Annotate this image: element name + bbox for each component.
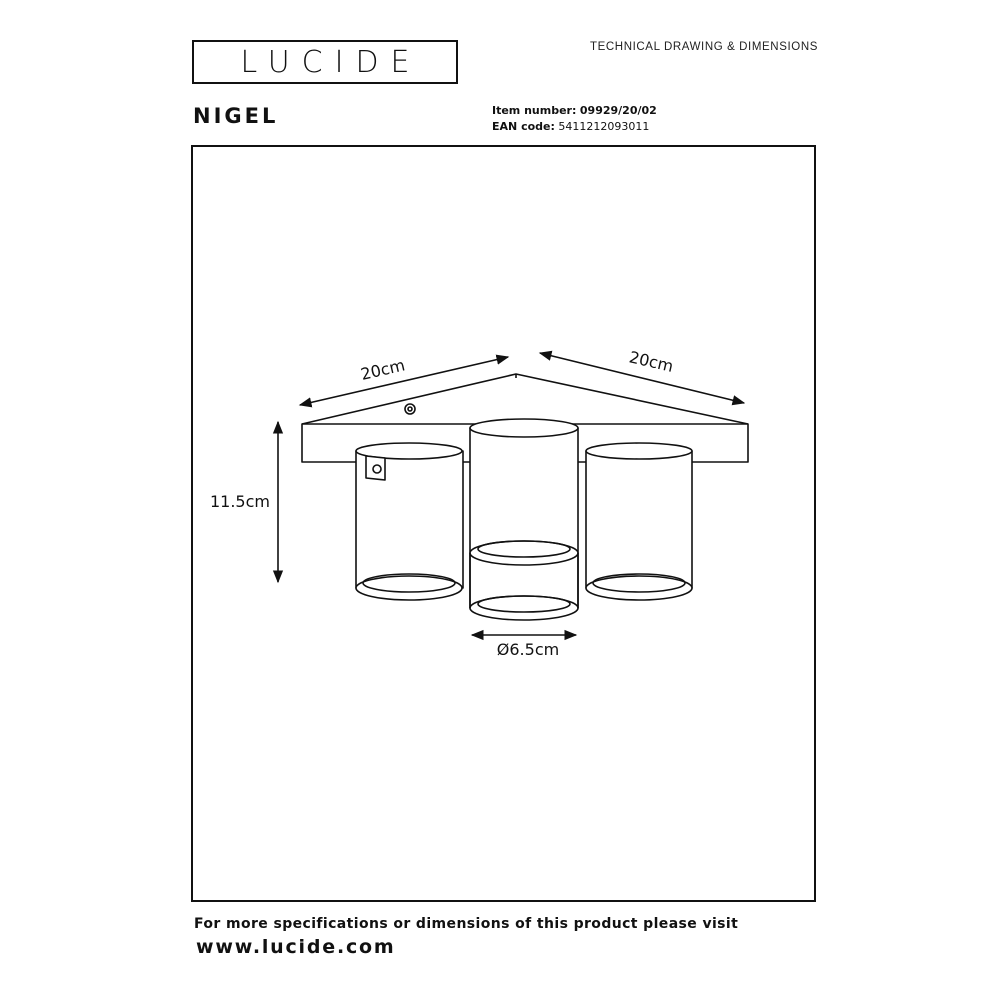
mount-screw-icon bbox=[405, 404, 415, 414]
spotlight-left bbox=[356, 443, 463, 600]
item-number-value: 09929/20/02 bbox=[579, 104, 657, 117]
ean-label: EAN code: bbox=[492, 120, 555, 133]
dim-label-width-left: 20cm bbox=[358, 355, 407, 384]
document-type: TECHNICAL DRAWING & DIMENSIONS bbox=[590, 41, 818, 53]
dim-label-width-right: 20cm bbox=[627, 347, 676, 376]
spotlight-right bbox=[586, 443, 692, 600]
product-name: NIGEL bbox=[193, 104, 279, 128]
footer-url-link[interactable]: www.lucide.com bbox=[196, 936, 396, 958]
dim-label-height: 11.5cm bbox=[209, 492, 271, 511]
footer-note: For more specifications or dimensions of this product please visit bbox=[194, 916, 739, 932]
ean-value: 5411212093011 bbox=[558, 120, 650, 133]
item-number-label: Item number: bbox=[492, 104, 577, 117]
spotlight-front bbox=[470, 419, 578, 620]
brand-logo-text: LUCIDE bbox=[240, 44, 422, 80]
dim-label-diameter: Ø6.5cm bbox=[496, 640, 560, 659]
